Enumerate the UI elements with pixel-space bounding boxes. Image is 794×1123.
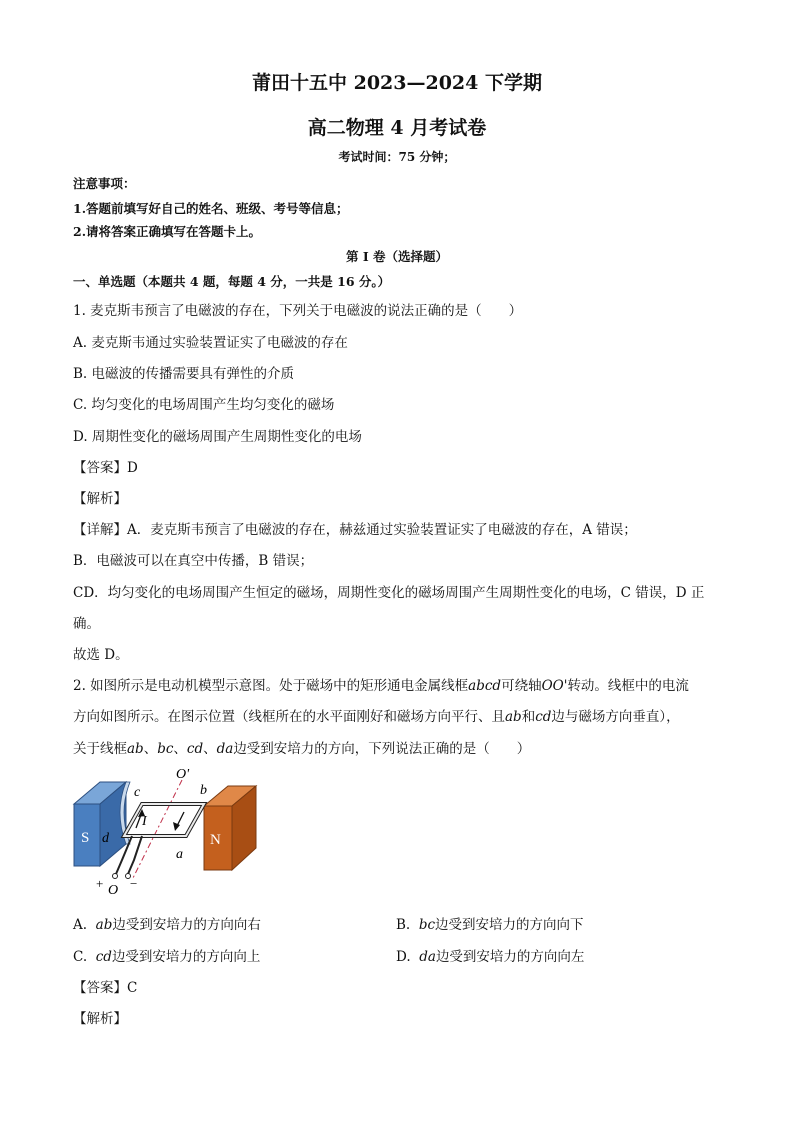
q2-var-axis: OO'	[541, 678, 568, 694]
coil-frame-inner	[124, 804, 204, 836]
q2-stem-text: 、	[173, 741, 187, 757]
q2-stem-text: 边与磁场方向垂直），	[551, 709, 680, 725]
section-heading: 一、单选题（本题共 4 题，每题 4 分，一共是 16 分。）	[73, 274, 391, 289]
exam-time: 考试时间：75 分钟；	[338, 150, 456, 164]
option-var: ab	[95, 917, 113, 933]
exam-title: 莆田十五中 2023—2024 下学期	[252, 72, 542, 94]
option-label: A.	[73, 917, 88, 933]
q2-answer: 【答案】C	[73, 980, 138, 996]
option-label: B.	[396, 917, 411, 933]
q1-detail-4: 确。	[73, 616, 100, 632]
q2-var-bc: bc	[157, 741, 174, 757]
label-b: b	[200, 783, 207, 798]
q2-stem-text: 可绕轴	[501, 678, 542, 694]
label-current: I	[142, 814, 147, 829]
label-a: a	[176, 847, 183, 862]
label-c: c	[134, 785, 141, 800]
option-var: bc	[418, 917, 436, 933]
q2-stem-line-3	[73, 737, 530, 757]
option-text: 边受到安培力的方向向上	[111, 949, 261, 965]
option-label: D.	[396, 949, 411, 965]
q2-option-a	[73, 913, 261, 933]
label-minus: −	[130, 876, 138, 891]
q2-stem-line-2	[73, 705, 680, 725]
q1-option-a: A. 麦克斯韦通过实验装置证实了电磁波的存在	[73, 335, 348, 351]
notes-item-2: 2.请将答案正确填写在答题卡上。	[73, 224, 262, 239]
q1-detail-3: CD．均匀变化的电场周围产生恒定的磁场，周期性变化的磁场周围产生周期性变化的电场，C 错误，D 正	[73, 585, 705, 601]
q2-var-cd: cd	[186, 741, 204, 757]
q1-conclusion: 故选 D。	[73, 647, 129, 663]
notes-item-1: 1.答题前填写好自己的姓名、班级、考号等信息；	[73, 201, 349, 216]
q1-detail-2: B．电磁波可以在真空中传播，B 错误；	[73, 553, 314, 569]
q2-stem-text: 和	[521, 709, 536, 725]
exam-subtitle: 高二物理 4 月考试卷	[307, 117, 487, 139]
notes-heading: 注意事项：	[73, 176, 136, 191]
terminal-plus	[113, 874, 118, 879]
q2-stem-text: 方向如图所示。在图示位置（线框所在的水平面刚好和磁场方向平行、且	[73, 709, 505, 725]
q2-stem-text: 2. 如图所示是电动机模型示意图。处于磁场中的矩形通电金属线框	[73, 678, 469, 694]
q1-analysis: 【解析】	[73, 491, 127, 507]
q2-stem-text: 关于线框	[73, 741, 127, 757]
q1-option-d: D. 周期性变化的磁场周围产生周期性变化的电场	[73, 429, 362, 445]
option-label: C.	[73, 949, 88, 965]
option-var: cd	[95, 949, 112, 965]
q2-stem-line-1	[73, 674, 689, 694]
q2-stem-text: 转动。线框中的电流	[567, 678, 689, 694]
q2-var-ab: ab	[127, 741, 144, 757]
q2-option-b	[396, 913, 584, 933]
q2-stem-text: 、	[203, 741, 217, 757]
q2-var-ab: ab	[505, 709, 522, 725]
q1-stem: 1. 麦克斯韦预言了电磁波的存在，下列关于电磁波的说法正确的是（ ）	[73, 303, 523, 319]
coil-frame	[124, 804, 204, 836]
label-d: d	[102, 831, 109, 846]
q2-option-c	[73, 945, 260, 965]
n-pole-label: N	[210, 832, 221, 848]
q2-stem-text: 、	[143, 741, 158, 757]
option-text: 边受到安培力的方向向下	[435, 917, 584, 933]
q1-answer: 【答案】D	[73, 460, 138, 476]
label-plus: +	[96, 876, 104, 891]
q2-var-abcd: abcd	[468, 678, 502, 694]
q1-option-b: B. 电磁波的传播需要具有弹性的介质	[73, 366, 295, 382]
q2-var-da: da	[216, 741, 234, 757]
option-text: 边受到安培力的方向向左	[435, 949, 585, 965]
q2-option-d	[396, 945, 584, 965]
motor-diagram	[70, 762, 270, 902]
q2-stem-text: 边受到安培力的方向，下列说法正确的是（ ）	[233, 741, 531, 757]
q2-analysis: 【解析】	[73, 1011, 127, 1027]
s-pole-label: S	[81, 830, 90, 846]
part-title: 第 I 卷（选择题）	[345, 249, 449, 264]
q2-var-cd: cd	[535, 709, 552, 725]
axis-label-top: O'	[176, 767, 190, 782]
axis-label-bottom: O	[108, 883, 119, 898]
option-text: 边受到安培力的方向向右	[112, 917, 261, 933]
q1-detail-1: 【详解】A．麦克斯韦预言了电磁波的存在，赫兹通过实验装置证实了电磁波的存在，A 错误；	[73, 522, 637, 538]
q1-option-c: C. 均匀变化的电场周围产生均匀变化的磁场	[73, 397, 335, 413]
option-var: da	[419, 949, 436, 965]
